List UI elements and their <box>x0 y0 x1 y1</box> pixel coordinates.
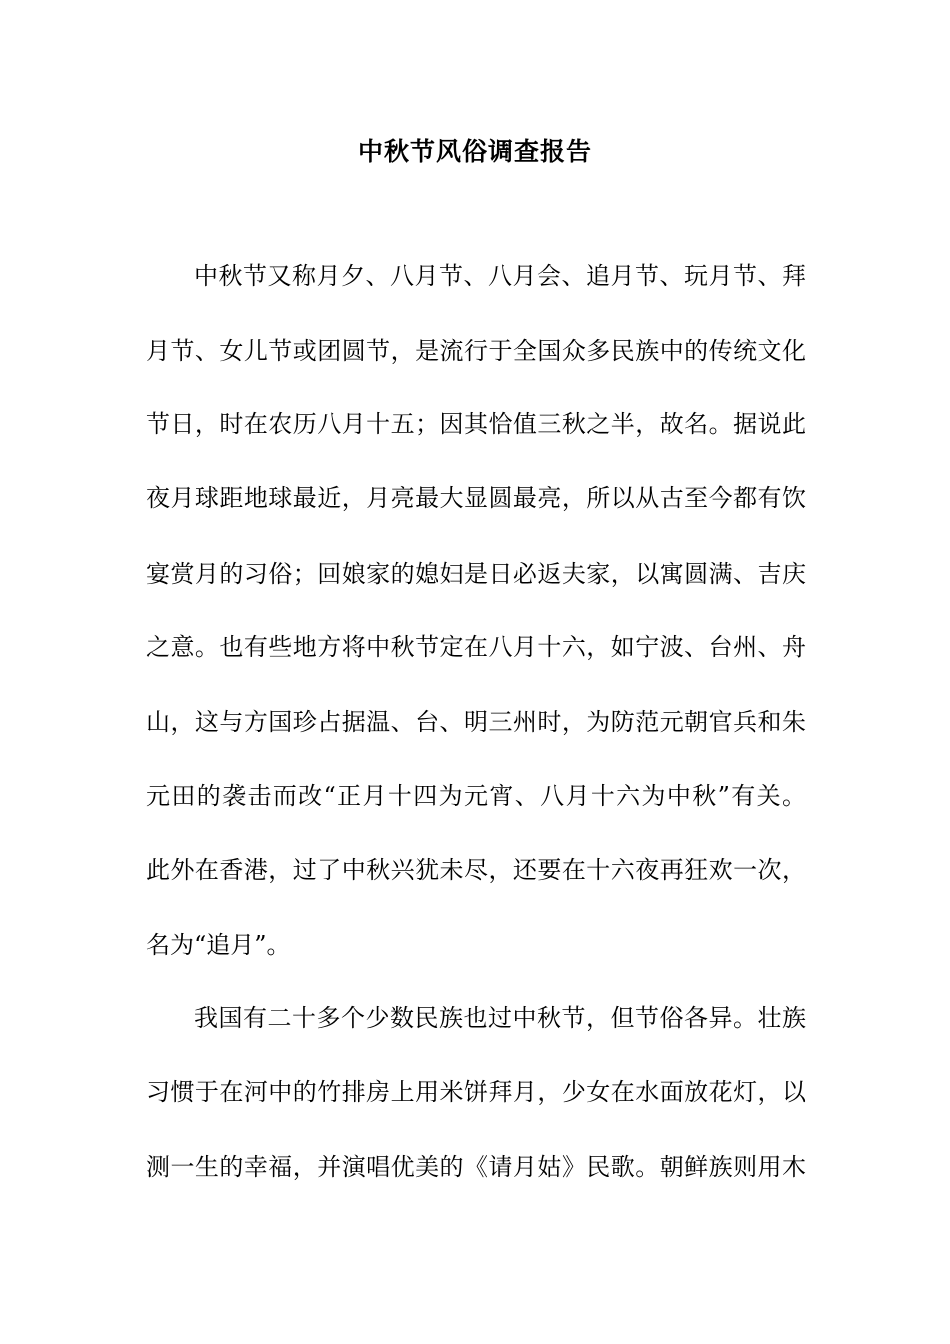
paragraph-1-line-4: 夜月球距地球最近，月亮最大显圆最亮，所以从古至今都有饮 <box>146 484 806 512</box>
paragraph-2-line-1: 我国有二十多个少数民族也过中秋节，但节俗各异。壮族 <box>194 1004 806 1032</box>
paragraph-2-line-3: 测一生的幸福，并演唱优美的《请月姑》民歌。朝鲜族则用木 <box>146 1153 806 1181</box>
paragraph-2-line-2: 习惯于在河中的竹排房上用米饼拜月，少女在水面放花灯，以 <box>146 1078 806 1106</box>
paragraph-1-line-6: 之意。也有些地方将中秋节定在八月十六，如宁波、台州、舟 <box>146 633 806 661</box>
paragraph-1-line-10: 名为“追月”。 <box>146 931 291 959</box>
paragraph-1-line-8: 元田的袭击而改“正月十四为元宵、八月十六为中秋”有关。 <box>146 782 806 810</box>
paragraph-1-line-7: 山，这与方国珍占据温、台、明三州时，为防范元朝官兵和朱 <box>146 708 806 736</box>
paragraph-1-line-5: 宴赏月的习俗；回娘家的媳妇是日必返夫家，以寓圆满、吉庆 <box>146 560 806 588</box>
paragraph-1-line-3: 节日，时在农历八月十五；因其恰值三秋之半，故名。据说此 <box>146 410 806 438</box>
paragraph-1-line-1: 中秋节又称月夕、八月节、八月会、追月节、玩月节、拜 <box>194 262 806 290</box>
document-title: 中秋节风俗调查报告 <box>357 137 592 166</box>
paragraph-1-line-9: 此外在香港，过了中秋兴犹未尽，还要在十六夜再狂欢一次， <box>146 856 806 884</box>
paragraph-1-line-2: 月节、女儿节或团圆节，是流行于全国众多民族中的传统文化 <box>146 337 806 365</box>
